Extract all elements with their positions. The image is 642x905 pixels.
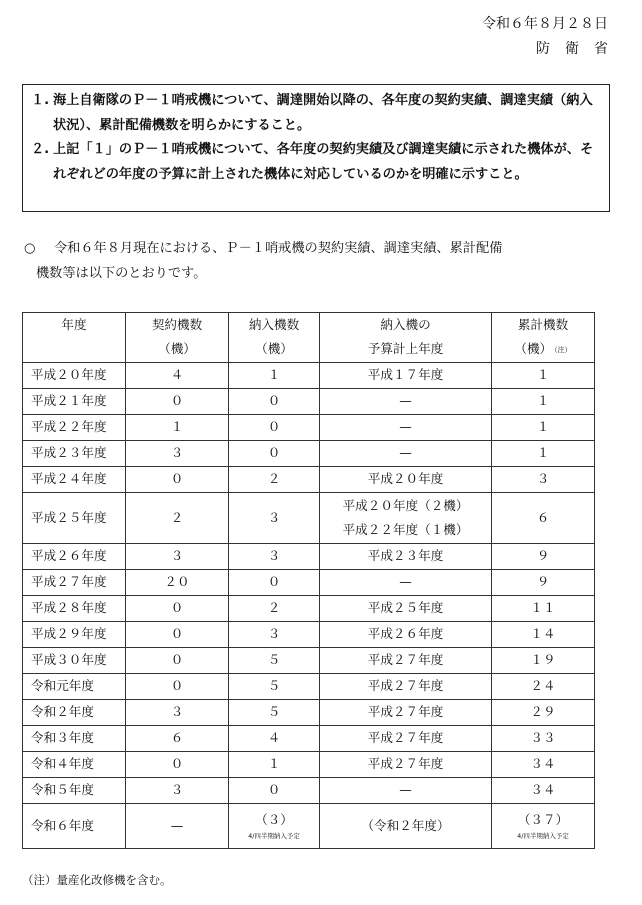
intro-line-2: 機数等は以下のとおりです。 [36, 266, 207, 281]
table-row [23, 414, 595, 440]
cell-cumulative: １ [492, 362, 595, 388]
cell-contract: ０ [126, 388, 229, 414]
cell-contract: ３ [126, 440, 229, 466]
cell-cumulative: ３３ [492, 725, 595, 751]
cell-cumulative: １９ [492, 647, 595, 673]
cell-cumulative: １ [492, 414, 595, 440]
header-year: 年度 [23, 313, 126, 363]
cell-year: 令和２年度 [23, 699, 126, 725]
cell-cumulative: ３４ [492, 777, 595, 803]
table-row [23, 725, 595, 751]
cell-year: 平成２０年度 [23, 362, 126, 388]
cell-delivery: ０ [229, 440, 320, 466]
cell-contract: ６ [126, 725, 229, 751]
question-box [22, 84, 610, 212]
table-header-row [23, 313, 595, 363]
cell-contract: ０ [126, 647, 229, 673]
cell-year: 令和５年度 [23, 777, 126, 803]
table-row-last [23, 803, 595, 848]
cell-contract: — [126, 803, 229, 848]
question-item-1 [31, 89, 601, 138]
cell-year: 令和元年度 [23, 673, 126, 699]
cell-budget-year: 平成２７年度 [320, 699, 492, 725]
cell-cumulative: ２９ [492, 699, 595, 725]
cell-year: 令和３年度 [23, 725, 126, 751]
cell-year: 平成２２年度 [23, 414, 126, 440]
table-row [23, 647, 595, 673]
cell-budget-year: 平成２３年度 [320, 543, 492, 569]
cell-year: 平成２３年度 [23, 440, 126, 466]
cell-budget-year: — [320, 440, 492, 466]
table-row [23, 699, 595, 725]
cell-budget-year: — [320, 414, 492, 440]
cell-year: 平成２１年度 [23, 388, 126, 414]
cell-delivery: ０ [229, 388, 320, 414]
question-number: ２. [31, 142, 50, 157]
document-header [482, 12, 623, 62]
cell-delivery: ５ [229, 647, 320, 673]
header-budget-year: 納入機の 予算計上年度 [320, 313, 492, 363]
cell-budget-year: 平成２７年度 [320, 751, 492, 777]
cell-delivery: ５ [229, 699, 320, 725]
cell-delivery: １ [229, 362, 320, 388]
table-row [23, 388, 595, 414]
cell-year: 令和４年度 [23, 751, 126, 777]
table-row [23, 440, 595, 466]
header-cumulative: 累計機数 （機） （注） [492, 313, 595, 363]
cell-year: 平成２７年度 [23, 569, 126, 595]
cell-delivery: （３） 4/四半期納入予定 [229, 803, 320, 848]
cell-delivery: ４ [229, 725, 320, 751]
cell-delivery: １ [229, 751, 320, 777]
table-row [23, 621, 595, 647]
cell-contract: ３ [126, 699, 229, 725]
table-row [23, 466, 595, 492]
table-row [23, 777, 595, 803]
cell-delivery: ３ [229, 543, 320, 569]
cell-contract: ２ [126, 492, 229, 543]
cell-cumulative: １ [492, 388, 595, 414]
cell-cumulative: １４ [492, 621, 595, 647]
cell-year: 平成２５年度 [23, 492, 126, 543]
cell-delivery: ０ [229, 569, 320, 595]
cell-cumulative: ２４ [492, 673, 595, 699]
cell-delivery: ３ [229, 621, 320, 647]
question-number: １. [31, 93, 50, 108]
cell-budget-year: 平成２５年度 [320, 595, 492, 621]
cell-contract: １ [126, 414, 229, 440]
cell-delivery: ２ [229, 595, 320, 621]
cell-budget-year: 平成１７年度 [320, 362, 492, 388]
table-row [23, 362, 595, 388]
cell-budget-year: 平成２７年度 [320, 673, 492, 699]
cell-contract: ０ [126, 751, 229, 777]
cell-cumulative: ９ [492, 569, 595, 595]
cell-contract: ３ [126, 543, 229, 569]
cell-cumulative: １ [492, 440, 595, 466]
cell-contract: ０ [126, 673, 229, 699]
cell-year: 平成３０年度 [23, 647, 126, 673]
cell-contract: ４ [126, 362, 229, 388]
cell-delivery: ０ [229, 777, 320, 803]
cell-contract: ０ [126, 621, 229, 647]
cell-cumulative: ９ [492, 543, 595, 569]
cell-delivery: ０ [229, 414, 320, 440]
intro-line-1: 令和６年８月現在における、Ｐ－１哨戒機の契約実績、調達実績、累計配備 [54, 241, 503, 256]
table-row [23, 569, 595, 595]
cell-delivery: ５ [229, 673, 320, 699]
cell-budget-year: 平成２０年度（２機） 平成２２年度（１機） [320, 492, 492, 543]
header-delivery: 納入機数 （機） [229, 313, 320, 363]
cell-budget-year: 平成２０年度 [320, 466, 492, 492]
table-row [23, 751, 595, 777]
question-text: 上記「１」のＰ－１哨戒機について、各年度の契約実績及び調達実績に示された機体が、それぞれどの年度の予算に計上された機体に対応しているのかを明確に示すこと。 [53, 142, 594, 182]
question-text: 海上自衛隊のＰ－１哨戒機について、調達開始以降の、各年度の契約実績、調達実績（納入状況）、累計配備機数を明らかにすること。 [53, 93, 593, 133]
answer-intro [24, 236, 620, 286]
cell-contract: ３ [126, 777, 229, 803]
cell-cumulative: ３４ [492, 751, 595, 777]
cell-contract: ２０ [126, 569, 229, 595]
cell-year: 平成２９年度 [23, 621, 126, 647]
cell-contract: ０ [126, 466, 229, 492]
question-item-2 [31, 138, 601, 187]
cell-cumulative: １１ [492, 595, 595, 621]
cell-budget-year: — [320, 569, 492, 595]
issuing-agency: 防衛省 [536, 41, 623, 57]
cell-budget-year: — [320, 777, 492, 803]
cell-cumulative: （３７） 4/四半期納入予定 [492, 803, 595, 848]
cell-year: 平成２８年度 [23, 595, 126, 621]
cell-cumulative: ３ [492, 466, 595, 492]
cell-budget-year: （令和２年度） [320, 803, 492, 848]
header-contract: 契約機数 （機） [126, 313, 229, 363]
bullet-circle-icon: ○ [24, 241, 36, 256]
cell-budget-year: 平成２７年度 [320, 647, 492, 673]
cell-year: 令和６年度 [23, 803, 126, 848]
table-row [23, 673, 595, 699]
footnote: （注）量産化改修機を含む。 [22, 873, 172, 887]
table-row [23, 543, 595, 569]
cell-delivery: ３ [229, 492, 320, 543]
cell-year: 平成２４年度 [23, 466, 126, 492]
cell-delivery: ２ [229, 466, 320, 492]
p1-procurement-table [22, 312, 595, 849]
table-row [23, 595, 595, 621]
cell-budget-year: — [320, 388, 492, 414]
document-date: 令和６年８月２８日 [482, 16, 608, 32]
cell-contract: ０ [126, 595, 229, 621]
table-row [23, 492, 595, 543]
cell-cumulative: ６ [492, 492, 595, 543]
cell-year: 平成２６年度 [23, 543, 126, 569]
cell-budget-year: 平成２６年度 [320, 621, 492, 647]
cell-budget-year: 平成２７年度 [320, 725, 492, 751]
